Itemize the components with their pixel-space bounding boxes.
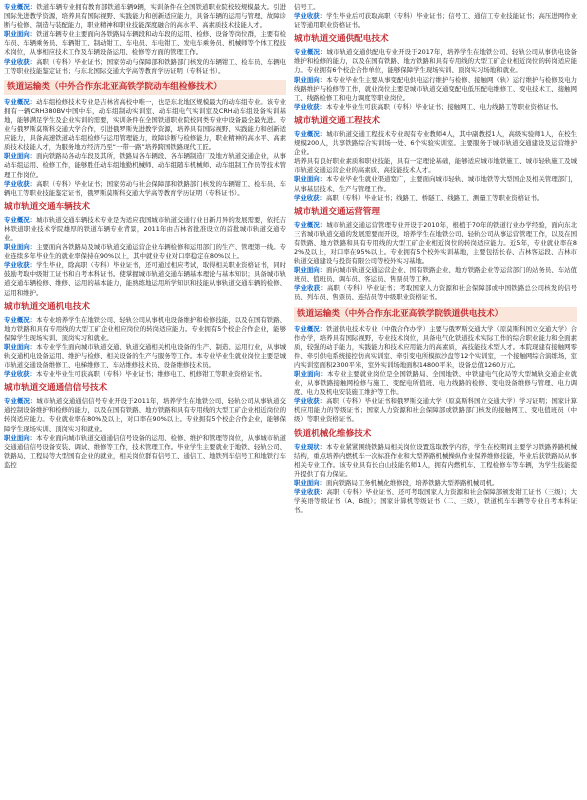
paragraph <box>4 180 286 198</box>
field-label: 学业收获： <box>4 179 37 188</box>
field-label: 职业面向： <box>294 266 327 275</box>
field-label: 专业概况： <box>4 397 37 406</box>
field-text: 本专业毕业生主要从事变配电供电运行维护与检修、接触网（轨）运行维护与检修及电力线路维护与检修等工作，就业岗位主要是城市轨道交通变配电低压配电维修工、变电技术工、接触网工、线路检修工和电力调度等职业岗位。 <box>294 75 577 102</box>
field-label: 专业概况： <box>4 215 37 224</box>
section-heading: 铁道运输类（中外合作东北亚高铁学院动车组检修技术） <box>4 80 286 95</box>
paragraph <box>4 3 286 30</box>
field-text: 铁道车辆专业拥有教育部铁道车辆9辆，实训条件在全国铁道职业院校较规模最大。引进国际先进教学资源，培养具有国际视野、实践能力和创新适应能力，具备车辆的运用与管理、故障诊断与检修、制造与装配能力，职业精神和职业技能深度融合的高水平、高素质技术技能人才。 <box>4 3 286 30</box>
section-heading: 铁道机械化维修技术 <box>294 428 372 439</box>
field-label: 专业概况： <box>4 3 37 11</box>
field-label: 专业概况： <box>294 129 327 138</box>
program-section <box>4 202 286 298</box>
paragraph <box>294 488 577 515</box>
field-text: 高职（专科）毕业证书；国家劳动与保障部和铁路部门核发的车辆钳工、检车员、车辆电工等职业技能鉴定证书；与东北国际交通大学高等教育学历证明（专科证书）。 <box>4 57 286 75</box>
field-label: 专业概况： <box>4 97 37 106</box>
section-heading: 城市轨道交通运营管理 <box>294 206 380 217</box>
field-label: 职业面向： <box>4 152 37 161</box>
continued-block <box>294 3 577 30</box>
program-section <box>294 429 577 516</box>
field-text: 面向铁路局各动车段及其所，铁路局各车辆段、各车辆制造厂及地方轨道交通企业，从事动车组运用、检修工作，能够胜任动车组地勤机械师、动车组随车机械师、动车组制工作员等技术管理工作岗位。 <box>4 152 286 179</box>
paragraph <box>4 343 286 370</box>
paragraph <box>294 397 577 424</box>
field-label: 职业面向： <box>4 433 37 442</box>
field-text: 高职（专科）毕业证书；国家劳动与社会保障部和铁路部门核发的车辆钳工、检车员、车辆电工等职业技能鉴定证书，俄罗斯莫斯科交通大学高等教育学历证明（专科证书）。 <box>4 179 286 197</box>
intro-block <box>4 3 286 76</box>
paragraph <box>294 76 577 103</box>
program-section <box>294 307 577 425</box>
field-text: 本专业面向城市轨道交通通信信号设备的运用、检修、维护和管理等岗位，从事城市轨道交通通信信号设备安装、调试、维修等工作，技术管理工作。毕业学生主要就业于地铁、轻轨公司、铁路局、工程局等大型国有企业的就业，相关岗位群有信号工、通信工、地铁列车信号工和地铁行车监控 <box>4 433 286 469</box>
paragraph <box>4 397 286 433</box>
field-label: 职业面向： <box>4 243 37 252</box>
field-text: 城市轨道交通工程技术专业现有专业教师4人，其中副教授1人，高级实验师1人，在校生规模200人，共享铁路综合实训场一处、6个实验实训室。主要服务于城市轨道交通建设及运营维护企业。 <box>294 129 577 157</box>
paragraph <box>4 216 286 243</box>
section-heading: 城市轨道交通车辆技术 <box>4 201 90 212</box>
program-section <box>4 383 286 470</box>
field-label: 职业面向： <box>4 30 37 39</box>
field-label: 职业面向： <box>294 175 327 184</box>
section-heading: 城市轨道交通通信信号技术 <box>4 383 108 394</box>
paragraph <box>4 261 286 297</box>
field-text: 城市轨道交通运营管理专业开设于2010年，根植于70年的铁道行业办学经验，面向东北三省城市轨道交通的发展需要而开设，培养学生在地铁公司、轻轨公司从事运营管理工作，以及在国有铁路、地方铁路和具有专用线的大型工矿企业相近岗位的转岗适应能力。近5年，专业就业率在82%及以上，对口率在95%以上。专业拥有5个校外实训基地，主要包括长春、吉林客运段、吉林市轨道交通建设与投资有限公司等校外实习基地。 <box>294 220 577 266</box>
paragraph <box>294 443 577 479</box>
program-section <box>294 34 577 112</box>
field-text: 本专业毕业生就业渠道宽广，主要面向城市轻轨、城市地铁等大型国企及相关管理部门，从事基层技术、生产与管理工作。 <box>294 175 577 193</box>
field-text: 高职（专科）毕业证书；线路工、桥隧工、线路工、测量工等职业资格证书。 <box>325 193 544 202</box>
paragraph <box>4 370 286 379</box>
right-sections <box>294 34 577 515</box>
field-text: 铁道供电技术专业（中俄合作办学）主要与俄罗斯交通大学（原莫斯科国立交通大学）合作办学，培养具有国际视野，专业技术岗位，具备电气化铁道技术实际工作的综合职业能力和全面素质，较强的动手能力，实践能力和技术应用能力的高素质，高技能技术型人才。本院现建有接触网零件、牵引供电系统接控仿真实训室、牵引变电所模拟沙盘等12个实训室，一个接触网综合演练场，室内实训室面积2300平米，室外实训场地面积14800平米，设备总值1260万元。 <box>294 324 577 369</box>
field-label: 专业现状： <box>294 442 327 451</box>
left-column <box>4 3 286 800</box>
paragraph <box>294 284 577 302</box>
field-text: 培养具有良好职业素质和职业技能，具有一定理论基础，能够适应城市地铁施工、城市轻轨施工及城市轨道交通运营企业的高素质、高技能技术人才。 <box>294 157 577 175</box>
field-text: 铁道车辆专业主要面向各铁路局车辆段和动车段的运用、检修、设备等岗位群，主要有检车员、车辆乘务员、车辆钳工、制动钳工、车电员、车电钳工、发电车乘务员、机械师等个体工程技术岗位，从事相应技术工作及车辆设备运用、检修等方面的管理工作。 <box>4 30 286 57</box>
field-text: 学生毕业，除高职（专科）毕业证书，还可通过相应考试，取得相关职业资格证书，同时鼓励考取中级钳工证书和自考本科证书。使掌握城市轨道交通车辆基本理论与基本知识；具备城市轨道交通车辆检修、维修、运用的基本能力，能熟练地运用所学知识和技能从事轨道交通车辆的检修、运用和维护。 <box>4 261 286 297</box>
field-text: 面向铁路局工务机械化维修段，培养铁路大型养路机械司机。 <box>325 478 499 487</box>
field-text: 学生毕业后可获取高职（专科）毕业证书；信号工、通信工专业技能证书；高压进网作业证等通用职业资格证书。 <box>294 12 577 30</box>
paragraph <box>294 157 577 175</box>
field-text: 本专业培养学生在地铁公司、轻轨公司从事机电设备维护和检修技能，以及在国有铁路、地方铁路和具有专用线的大型工矿企业相应岗位的转岗适应能力。专业拥有5个校企合作企业，能够保障学生现场实训、顶岗实习和就业。 <box>4 315 286 342</box>
field-label: 专业概况： <box>294 48 327 57</box>
paragraph <box>294 48 577 75</box>
field-label: 学业收获： <box>294 397 327 406</box>
field-label: 学业收获： <box>294 284 327 293</box>
program-section <box>4 80 286 198</box>
section-heading: 铁道运输类（中外合作东北亚高铁学院铁道供电技术） <box>294 307 577 322</box>
field-text: 本专业学生面向城市轨道交通、轨道交通相关机电设备的生产、制造、运用行业，从事城轨交通机电设备运用、维护与检修、相关设备的生产与服务等工作。本专业毕业生就业岗位主要是城市轨道交通设备维修工、电梯维修工、车站维修技术员、设备维修技术员。 <box>4 342 286 370</box>
field-text: 城市轨道交通车辆技术专业是为适应我国城市轨道交通行业日新月异的发展需要，依托吉林铁道职业技术学院雄厚的铁道车辆专业背景，2011年由吉林省批准设立的首批城市轨道交通专业。 <box>4 215 286 242</box>
field-text: 高职（专科）毕业证书、还可考取国家人力资源和社会保障部颁发钳工证书（三级）；大学英语等级证书（A、B级）；国家计算机等级证书（二、三级），铁道机车车辆等专业自考本科证书。 <box>294 488 577 515</box>
field-text: 本专业毕业生可获高职（专科）毕业证书；接触网工、电力线路工等职业资格证书。 <box>325 102 563 111</box>
paragraph <box>294 266 577 284</box>
paragraph <box>4 152 286 179</box>
paragraph <box>294 194 577 203</box>
paragraph <box>294 3 577 12</box>
field-text: 高职（专科）毕业证书；考取国家人力资源和社会保障部或中国铁路总公司核发的信号员、列车员、售票员、连结员等中级职业资格证书。 <box>294 284 577 302</box>
paragraph <box>4 243 286 261</box>
field-text: 本专业紧紧围绕铁路局相关岗位设置选取教学内容，学生在校期间主要学习铁路养路机械结构，重点培养内燃机车一次标准作业和大型养路机械操纵作业保养维修技能，毕业后获铁路局从事相关专业工作。该专业具有长白山技能名师1人，拥有内燃机车、工程检修车等车辆，为学生技能提升提供了有力保证。 <box>294 442 577 478</box>
left-sections <box>4 80 286 470</box>
field-text: 动车组检修技术专业是吉林省高校中唯一，也是东北地区规模最大的动车组专业。该专业拥有一辆CRH380BV中国中车，动车组制动实训室、动车组电气实训室及CRH动车组设备实训基地，能够满足学生及企业实训的需要，实训条件在全国铁道职业院校同类专业中设备最全最先进。专业与俄罗斯莫斯科交通大学合作，引进俄罗斯先进教学资源，培养具有国际视野、实践能力和创新适应能力，具备高速铁道动车组检修与运用管理能力，故障诊断与检修能力，职业精神的高水平、高素质技术技能人才，为服务地方经济乃至“一带一路”培养跨国铁路现代工匠。 <box>4 97 286 152</box>
field-text: 城市轨道交通通信信号专业开设于2011年，培养学生在地铁公司、轻轨公司从事轨道交通控制设备维护和检修的能力，以及在国有铁路、地方铁路和具有专用线的大型工矿企业相近岗位的转岗适应能力。专业就业率在80%及以上，对口率在90%以上。专业拥有5个校企合作企业，能够保障学生现场实训、顶岗实习和就业。 <box>4 397 286 433</box>
paragraph <box>294 12 577 30</box>
section-heading: 城市轨道交通工程技术 <box>294 115 380 126</box>
paragraph <box>4 58 286 76</box>
field-label: 学业收获： <box>4 57 37 66</box>
paragraph <box>294 130 577 157</box>
paragraph <box>4 316 286 343</box>
program-section <box>294 207 577 303</box>
field-label: 学业收获： <box>294 193 326 202</box>
field-label: 职业面向： <box>294 370 327 378</box>
field-label: 职业面向： <box>294 75 327 84</box>
field-text: 本专业主要就业岗位是全国铁路局、全国地铁、中铁建电气化局等大型城轨交通企业就业，从事铁路接触网检修与施工、变配电所值班、电力线路的检修、变电设备维修与管理、电力调度、电力及机电安装施工维护等工作。 <box>294 370 577 397</box>
field-label: 学业收获： <box>294 488 327 497</box>
field-label: 职业面向： <box>4 342 37 351</box>
field-label: 专业概况： <box>294 220 327 229</box>
program-section <box>4 302 286 380</box>
field-label: 专业概况： <box>294 324 327 333</box>
section-heading: 城市轨道交通机电技术 <box>4 301 90 312</box>
program-section <box>294 116 577 203</box>
field-label: 职业面向： <box>294 478 326 487</box>
paragraph <box>294 325 577 370</box>
field-label: 学业收获： <box>294 102 326 111</box>
field-text: 主要面向各铁路局及城市轨道交通运营企业车辆检修和运用部门的生产、管理第一线。专业连续多年毕业生的就业率保持在90%以上，其中就业专业对口率稳定在80%以上。 <box>4 243 286 261</box>
paragraph <box>4 434 286 470</box>
paragraph <box>294 175 577 193</box>
paragraph <box>294 370 577 397</box>
paragraph <box>4 98 286 153</box>
field-text: 高职（专科）毕业证书和俄罗斯交通大学（原莫斯科国立交通大学）学习证明；国家计算机应用能力的等级证书；国家人力资源和社会保障部或铁路部门核发的接触网工、变电值班员（中级）等职业资格证书。 <box>294 397 577 424</box>
right-column <box>294 3 577 800</box>
field-text: 城市轨道交通供配电专业开设于2017年，培养学生在地铁公司、轻轨公司从事供电设备维护和检修的能力，以及在国有铁路、地方铁路和具有专用线的大型工矿企业相近岗位的转岗适应能力。专业拥有6个校企合作单位，能够保障学生现场实训、顶岗实习场地和就业。 <box>294 48 577 75</box>
field-text: 面向城市轨道交通运营企业、国有铁路企业、地方铁路企业等运营部门的站务员、车站值班员、值班员、调车员、客运员、售票员等工种。 <box>294 266 577 284</box>
paragraph <box>4 30 286 57</box>
paragraph <box>294 103 577 112</box>
field-label: 学业收获： <box>294 12 327 21</box>
paragraph <box>294 221 577 266</box>
field-label: 学业收获： <box>4 261 37 270</box>
paragraph <box>294 479 577 488</box>
section-heading: 城市轨道交通供配电技术 <box>294 34 389 45</box>
field-label: 学业收获： <box>4 370 36 379</box>
field-text: 本专业毕业生可获高职（专科）毕业证书；维修电工、机修钳工等职业资格证书。 <box>35 370 267 379</box>
field-label: 专业概况： <box>4 315 37 324</box>
field-text: 信号工。 <box>294 3 320 11</box>
